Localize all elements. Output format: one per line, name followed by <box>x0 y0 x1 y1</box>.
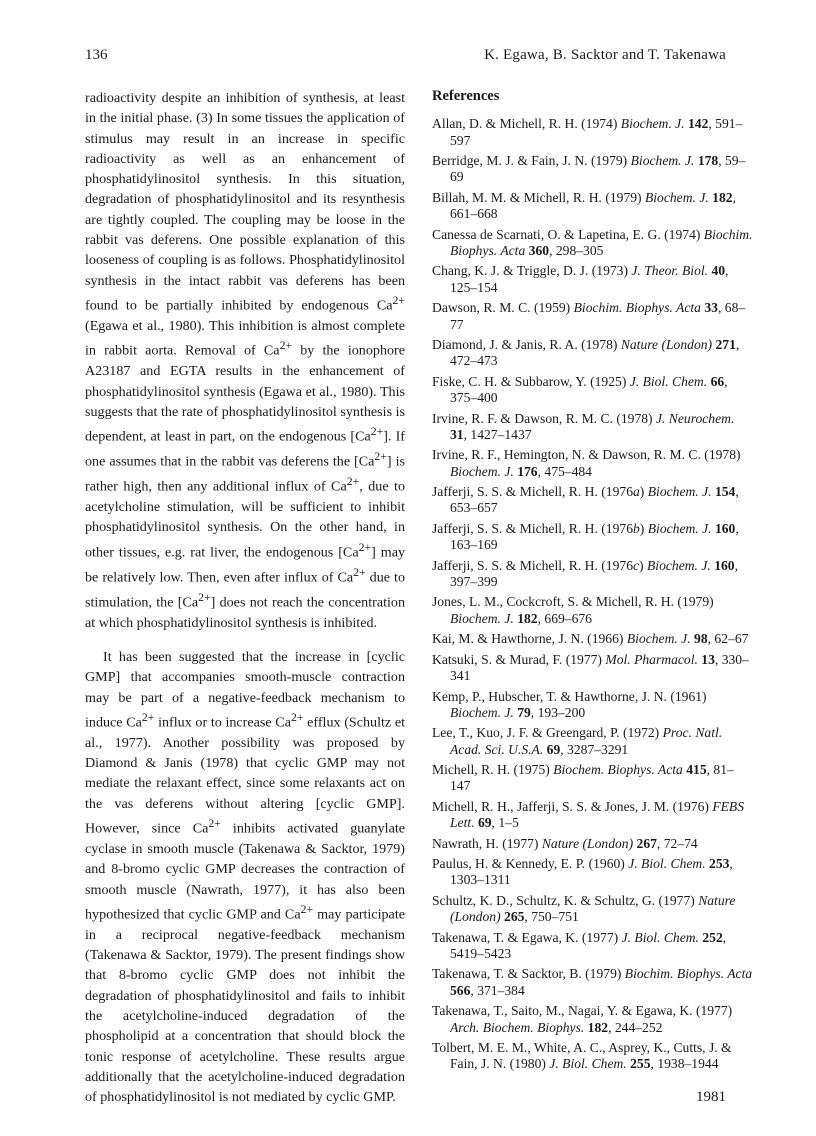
text-run: Chang, K. J. & Triggle, D. J. (1973) <box>432 263 632 279</box>
reference-entry <box>432 374 754 407</box>
superscript: 2+ <box>346 475 360 489</box>
text-run: , 1938–1944 <box>650 1056 719 1072</box>
reference-list <box>432 116 754 1072</box>
italic-text: Biochem. J. <box>626 631 691 647</box>
text-run: by the ionophore A23187 and EGTA results in the enhancement of phosphatidylinositol synthesis (Egawa <box>85 342 405 400</box>
text-run: , 591–597 <box>450 116 743 148</box>
bold-text: 267 <box>636 835 657 851</box>
body-paragraph <box>85 647 405 1108</box>
reference-entry <box>432 856 754 889</box>
running-authors: K. Egawa, B. Sacktor and T. Takenawa <box>484 47 726 63</box>
text-run: , 669–676 <box>537 610 592 626</box>
superscript: 2+ <box>370 425 384 439</box>
body-text-column <box>85 88 405 1108</box>
text-run: , 1977). Another possibility was proposed by Diamond & Janis (1978) that cyclic GMP may not mediate the relaxant effect, since some relaxants act on the vas deferens without altering [cyclic GMP]. However, since Ca <box>85 734 405 837</box>
italic-text: Mol. Pharmacol. <box>605 651 698 667</box>
italic-text: Proc. Natl. Acad. Sci. U.S.A. <box>450 725 723 757</box>
bold-text: 566 <box>450 982 471 998</box>
bold-text: 176 <box>517 463 538 479</box>
text-run: , 193–200 <box>530 704 586 720</box>
reference-entry <box>432 1003 754 1036</box>
text-run: Diamond, J. & Janis, R. A. (1978) <box>432 336 621 352</box>
bold-text: 265 <box>504 909 525 925</box>
bold-text: 154 <box>714 484 736 500</box>
text-run: , 1427–1437 <box>463 426 532 442</box>
bold-text: 360 <box>528 242 550 258</box>
reference-entry <box>432 190 754 223</box>
italic-text: b <box>633 520 640 536</box>
bold-text: 182 <box>587 1019 609 1035</box>
italic-text: J. Biol. Chem. <box>621 929 699 945</box>
superscript: 2+ <box>392 293 405 307</box>
text-run: Michell, R. H., Jafferji, S. S. & Jones, J. M. (1976) <box>432 798 713 814</box>
text-run: Schultz, K. D., Schultz, K. & Schultz, G. (1977) <box>432 892 699 908</box>
reference-entry <box>432 930 754 963</box>
text-run: , 62–67 <box>707 631 749 647</box>
text-run: , 1980). This inhibition is almost complete in rabbit aorta. Removal of Ca <box>85 317 405 359</box>
bold-text: 253 <box>709 856 730 872</box>
italic-text: Biochem. J. <box>620 116 685 132</box>
text-run: Jafferji, S. S. & Michell, R. H. (1976 <box>432 557 633 573</box>
text-run: , 59–69 <box>450 153 746 185</box>
italic-text: Biochim. Biophys. Acta <box>624 966 753 982</box>
bold-text: 13 <box>701 651 715 667</box>
text-run: , 163–169 <box>450 520 739 553</box>
italic-text: et al. <box>132 317 161 334</box>
bold-text: 66 <box>710 373 725 389</box>
text-run: Lee, T., Kuo, J. F. & Greengard, P. (1972) <box>432 725 663 741</box>
italic-text: J. Biol. Chem. <box>549 1056 627 1072</box>
superscript: 2+ <box>353 565 366 579</box>
italic-text: Biochim. Biophys. Acta <box>573 300 701 316</box>
reference-entry <box>432 447 754 480</box>
footer-year: 1981 <box>696 1089 726 1105</box>
text-run: Billah, M. M. & Michell, R. H. (1979) <box>432 189 645 205</box>
text-run: , 330–341 <box>450 651 749 684</box>
italic-text: et al. <box>85 714 406 751</box>
text-run: Michell, R. H. (1975) <box>432 762 554 778</box>
superscript: 2+ <box>374 450 387 464</box>
text-run: , 3287–3291 <box>560 741 629 757</box>
text-run: ] is rather high, then any additional influx of Ca <box>85 453 405 495</box>
superscript: 2+ <box>290 710 304 724</box>
bold-text: 182 <box>517 610 538 626</box>
text-run: Paulus, H. & Kennedy, E. P. (1960) <box>432 856 629 872</box>
italic-text: J. Theor. Biol. <box>631 263 709 279</box>
reference-entry <box>432 337 754 370</box>
references-heading: References <box>432 88 500 104</box>
text-run: ]. If one assumes that in the rabbit vas deferens the [Ca <box>85 428 405 470</box>
text-run: , 244–252 <box>608 1019 663 1035</box>
bold-text: 33 <box>704 300 718 316</box>
reference-entry <box>432 594 754 627</box>
reference-entry <box>432 1040 754 1073</box>
text-run: Berridge, M. J. & Fain, J. N. (1979) <box>432 153 631 169</box>
italic-text: et al. <box>305 383 334 400</box>
italic-text: Biochim. Biophys. Acta <box>450 226 753 258</box>
reference-entry <box>432 836 754 852</box>
text-run: Irvine, R. F., Hemington, N. & Dawson, R. M. C. (1978) <box>432 447 741 463</box>
italic-text: Nature (London) <box>620 336 713 352</box>
bold-text: 252 <box>702 929 723 945</box>
reference-entry <box>432 411 754 444</box>
text-run: ) <box>639 484 648 500</box>
bold-text: 40 <box>711 263 726 279</box>
text-run: , 81–147 <box>450 762 734 794</box>
bold-text: 69 <box>546 741 561 757</box>
reference-entry <box>432 689 754 722</box>
reference-entry <box>432 263 754 296</box>
superscript: 2+ <box>358 540 372 554</box>
superscript: 2+ <box>198 590 211 604</box>
text-run: Irvine, R. F. & Dawson, R. M. C. (1978) <box>432 410 656 426</box>
italic-text: Arch. Biochem. Biophys. <box>450 1019 585 1035</box>
body-paragraph <box>85 88 405 633</box>
superscript: 2+ <box>279 339 293 353</box>
text-run: Canessa de Scarnati, O. & Lapetina, E. G. (1974) <box>432 226 704 242</box>
text-run: , 375–400 <box>450 373 728 406</box>
text-run: Kai, M. & Hawthorne, J. N. (1966) <box>432 631 627 647</box>
italic-text: FEBS Lett. <box>450 798 745 831</box>
reference-entry <box>432 227 754 260</box>
text-run: , 653–657 <box>450 484 739 516</box>
text-run: , 475–484 <box>537 463 592 479</box>
text-run: , 1303–1311 <box>450 856 733 888</box>
text-run: , 397–399 <box>450 557 738 589</box>
text-run: , 5419–5423 <box>450 929 727 961</box>
text-run: Takenawa, T. & Egawa, K. (1977) <box>432 929 622 945</box>
italic-text: Biochem. Biophys. Acta <box>553 762 683 778</box>
reference-entry <box>432 652 754 685</box>
text-run: , due to acetylcholine stimulation, will be sufficient to inhibit phosphatidylinositol synthesis. On the other hand, in other tissues, e.g. rat liver, the endogenous [Ca <box>85 478 405 561</box>
italic-text: Biochem. J. <box>646 557 711 573</box>
reference-entry <box>432 558 754 591</box>
reference-entry <box>432 762 754 795</box>
text-run: Jafferji, S. S. & Michell, R. H. (1976 <box>432 484 633 500</box>
italic-text: Biochem. J. <box>647 484 712 500</box>
text-run: , 371–384 <box>470 982 525 998</box>
reference-entry <box>432 725 754 758</box>
italic-text: Biochem. J. <box>647 520 712 536</box>
italic-text: Biochem. J. <box>644 189 709 205</box>
superscript: 2+ <box>141 710 155 724</box>
reference-entry <box>432 521 754 554</box>
italic-text: J. Biol. Chem. <box>628 856 706 872</box>
text-run: Kemp, P., Hubscher, T. & Hawthorne, J. N. (1961) <box>432 688 707 704</box>
text-run: inhibits activated guanylate cyclase in smooth muscle (Takenawa & Sacktor, 1979) and 8-bromo cyclic GMP decreases the contraction of smooth muscle (Nawrath, 1977), it has also been hypothesized that cyclic GMP and Ca <box>85 820 405 923</box>
text-run: efflux (Schultz <box>303 714 395 731</box>
reference-entry <box>432 116 754 149</box>
bold-text: 160 <box>714 557 735 573</box>
text-run: influx or to increase Ca <box>154 714 291 731</box>
superscript: 2+ <box>208 816 221 830</box>
text-run: , 661–668 <box>450 189 736 222</box>
reference-entry <box>432 966 754 999</box>
bold-text: 178 <box>697 153 719 169</box>
page-number: 136 <box>85 47 108 63</box>
bold-text: 69 <box>477 815 492 831</box>
text-run: due to stimulation, the [Ca <box>85 569 405 611</box>
italic-text: c <box>633 557 640 573</box>
text-run: may participate in a reciprocal negative-feedback mechanism (Takenawa & Sacktor, 1979). The present findings show that 8-bromo cyclic GMP does not inhibit the degradation of phosphatidylinositol and fails to inhibit the acetylcholine-induced degradation of the phospholipid at a concentration that should block the tonic response of acetylcholine. These results argue additionally that the acetylcholine-induced degradation of phosphatidylinositol is not mediated by cyclic GMP. <box>85 906 405 1106</box>
bold-text: 182 <box>712 189 733 205</box>
bold-text: 31 <box>450 426 464 442</box>
text-run: Allan, D. & Michell, R. H. (1974) <box>432 116 621 132</box>
bold-text: 255 <box>630 1056 651 1072</box>
reference-entry <box>432 631 754 647</box>
italic-text: Biochem. J. <box>450 704 514 720</box>
bold-text: 415 <box>686 762 707 778</box>
text-run: Nawrath, H. (1977) <box>432 835 542 851</box>
text-run: Tolbert, M. E. M., White, A. C., Asprey, K., Cutts, J. & Fain, J. N. (1980) <box>432 1040 732 1072</box>
reference-entry <box>432 799 754 832</box>
italic-text: J. Biol. Chem. <box>629 373 708 389</box>
text-run: , 125–154 <box>450 263 729 295</box>
bold-text: 142 <box>687 116 709 132</box>
text-run: ) <box>639 520 648 536</box>
italic-text: Biochem. J. <box>450 610 514 626</box>
reference-entry <box>432 484 754 517</box>
reference-entry <box>432 893 754 926</box>
text-run: Katsuki, S. & Murad, F. (1977) <box>432 651 606 667</box>
text-run: , 472–473 <box>450 336 740 369</box>
reference-entry <box>432 300 754 333</box>
bold-text: 271 <box>715 336 736 352</box>
bold-text: 160 <box>714 520 736 536</box>
text-run: It has been suggested that the increase in [cyclic GMP] that accompanies smooth-muscle contraction may be part of a negative-feedback mechanism to induce Ca <box>85 648 405 731</box>
italic-text: Biochem. J. <box>630 153 695 169</box>
text-run: Jones, L. M., Cockcroft, S. & Michell, R. H. (1979) <box>432 594 714 610</box>
text-run: , 1–5 <box>491 815 519 831</box>
text-run: ] does not reach the concentration at which phosphatidylinositol synthesis is inhibited. <box>85 594 406 631</box>
bold-text: 79 <box>517 704 531 720</box>
italic-text: Nature (London) <box>541 835 634 851</box>
superscript: 2+ <box>300 902 314 916</box>
text-run: Takenawa, T., Saito, M., Nagai, Y. & Egawa, K. (1977) <box>432 1003 733 1019</box>
text-run: (Egawa <box>85 317 133 334</box>
italic-text: Nature (London) <box>450 892 736 925</box>
text-run: , 68–77 <box>450 300 746 332</box>
bold-text: 98 <box>694 631 708 647</box>
text-run: , 72–74 <box>656 835 698 851</box>
italic-text: Biochem. J. <box>450 463 514 479</box>
italic-text: J. Neurochem. <box>655 410 735 426</box>
text-run: Fiske, C. H. & Subbarow, Y. (1925) <box>432 373 630 389</box>
italic-text: a <box>633 484 640 500</box>
text-run: ) <box>639 557 647 573</box>
running-header <box>0 47 816 71</box>
references-column <box>432 88 754 1077</box>
reference-entry <box>432 153 754 186</box>
text-run: ] may be relatively low. Then, even after influx of Ca <box>85 544 405 586</box>
text-run: Jafferji, S. S. & Michell, R. H. (1976 <box>432 520 633 536</box>
text-run: Takenawa, T. & Sacktor, B. (1979) <box>432 966 625 982</box>
text-run: , 1980). This suggests that the rate of phosphatidylinositol synthesis is dependent, at least in part, on the endogenous [Ca <box>85 383 405 445</box>
text-run: , 298–305 <box>549 242 604 258</box>
text-run: radioactivity despite an inhibition of synthesis, at least in the initial phase. (3) In some tissues the application of stimulus may result in an increase in specific radioactivity as well as an enhancement of phosphatidylinositol synthesis. In this situation, degradation of phosphatidylinositol and its resynthesis are tightly coupled. The coupling may be loose in the rabbit vas deferens. One possible explanation of this looseness of coupling is as follows. Phosphatidylinositol synthesis in the intact rabbit vas deferens has been found to be partially inhibited by endogenous Ca <box>85 90 405 314</box>
text-run: Dawson, R. M. C. (1959) <box>432 300 574 316</box>
text-run: , 750–751 <box>524 909 579 925</box>
